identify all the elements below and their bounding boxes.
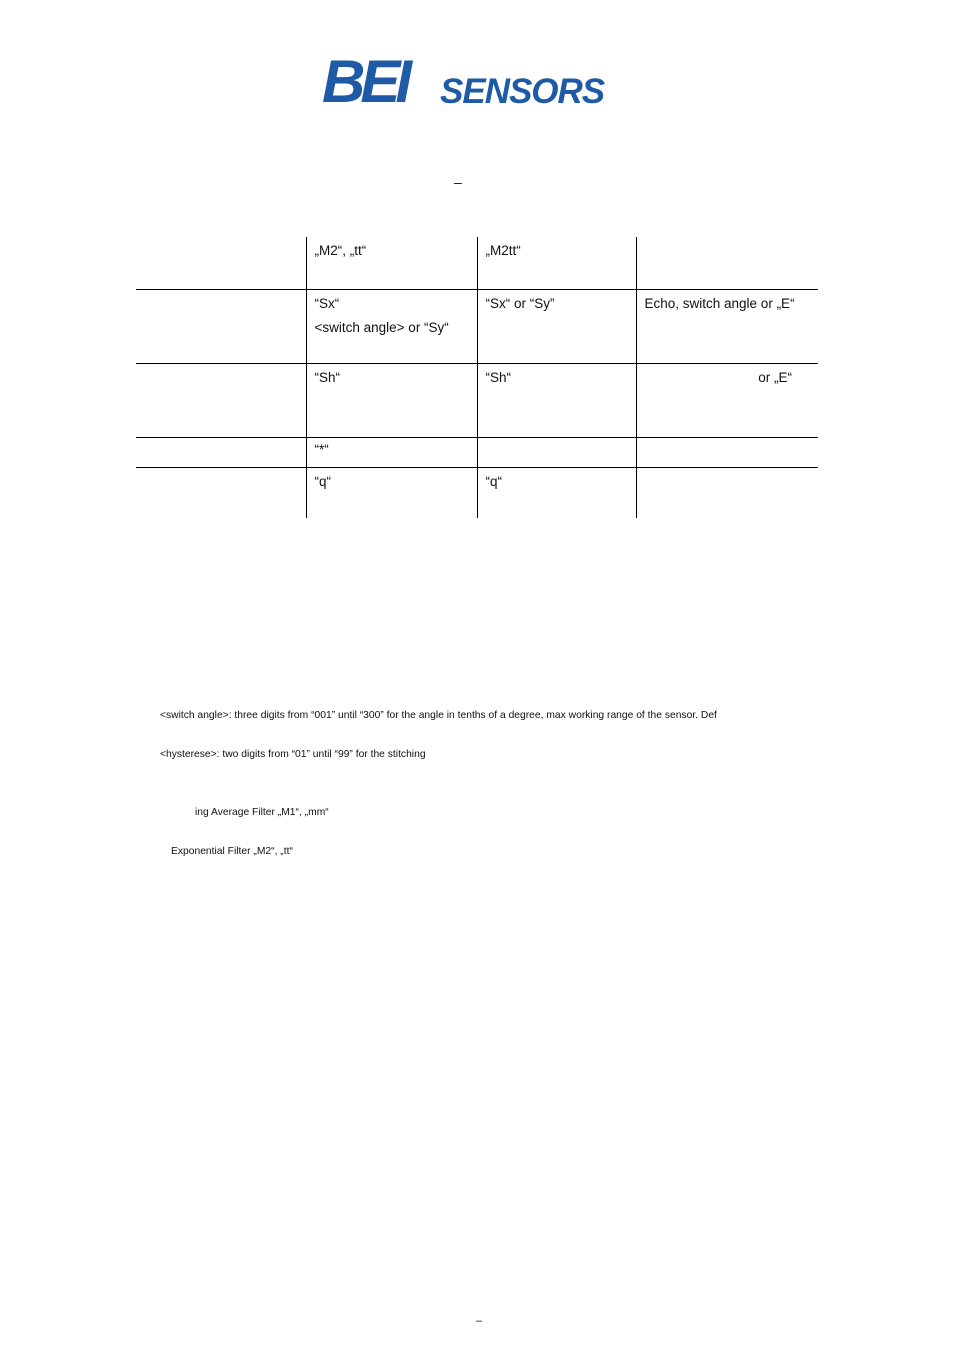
note-hysterese: <hysterese>: two digits from “01” until “99” for the stitching [160,749,426,760]
cell-example: “Sx“ or “Sy” [477,290,636,364]
cell-desc [136,438,306,468]
note-exponential-filter: Exponential Filter „M2“, „tt“ [171,846,293,857]
cell-desc [136,237,306,290]
cell-desc [136,468,306,519]
cell-response: or „E“ [636,364,818,438]
cell-example: “q“ [477,468,636,519]
cell-example: “Sh“ [477,364,636,438]
table-row [136,438,818,468]
page-number: – [476,1315,483,1327]
cell-example: „M2tt“ [477,237,636,290]
cell-command: “Sh“ [306,364,477,438]
table-row [136,290,818,364]
logo-sensors: SENSORS [440,72,605,111]
cell-response [636,237,818,290]
cell-response [636,438,818,468]
cell-example [477,438,636,468]
cell-command: “*“ [306,438,477,468]
note-switch-angle: <switch angle>: three digits from “001” until “300” for the angle in tenths of a degree, max working range of the sensor. Def [160,710,717,721]
cell-desc [136,290,306,364]
page-title: – [454,174,462,190]
bei-sensors-logo [322,48,632,115]
cell-command: „M2“, „tt“ [306,237,477,290]
cell-command: “Sx“ <switch angle> or “Sy“ [306,290,477,364]
cell-response [636,468,818,519]
table-row [136,468,818,519]
cell-command: “q“ [306,468,477,519]
logo-bei: BEI [322,48,408,115]
cell-desc [136,364,306,438]
cell-response: Echo, switch angle or „E“ [636,290,818,364]
command-table [136,237,818,518]
table-row [136,364,818,438]
table-row [136,237,818,290]
note-moving-average: ing Average Filter „M1“, „mm“ [195,807,329,818]
